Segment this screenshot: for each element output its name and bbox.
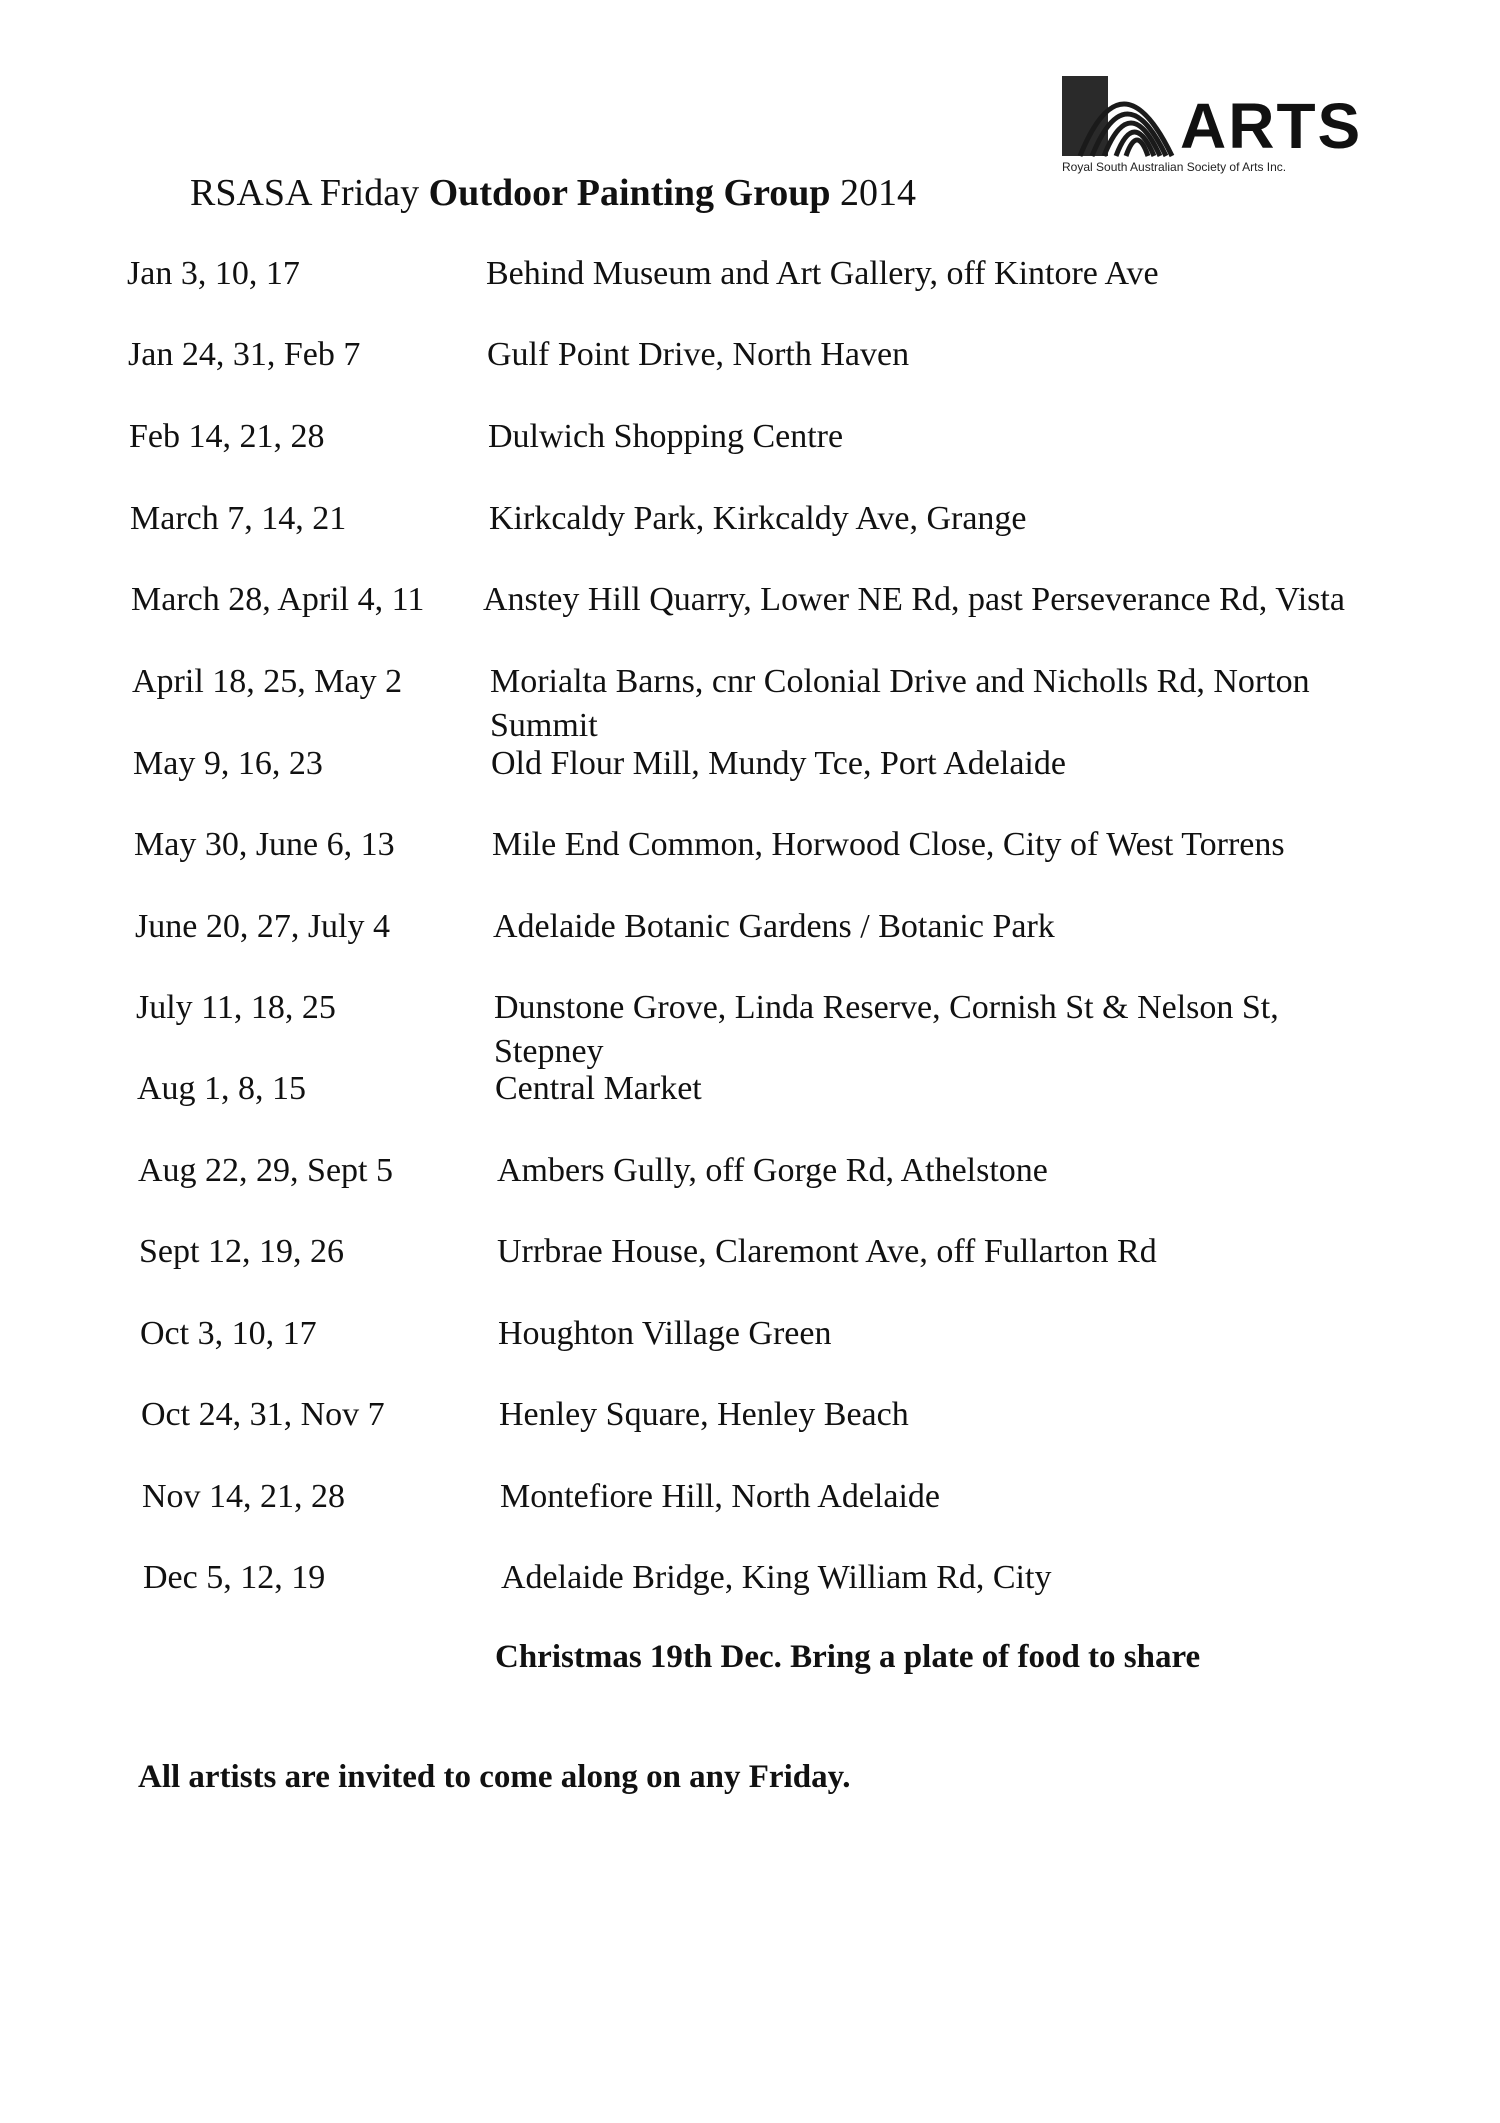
schedule-location: Houghton Village Green — [498, 1315, 832, 1352]
schedule-location: Gulf Point Drive, North Haven — [487, 336, 910, 373]
schedule-dates: Sept 12, 19, 26 — [139, 1233, 344, 1270]
rsasa-logo — [1062, 72, 1363, 190]
schedule-location: Urrbrae House, Claremont Ave, off Fullarton Rd — [497, 1233, 1157, 1270]
schedule-location: Mile End Common, Horwood Close, City of West Torrens — [492, 826, 1285, 863]
schedule-dates: July 11, 18, 25 — [136, 989, 336, 1026]
title-emphasis: Outdoor Painting Group — [428, 172, 831, 214]
schedule-dates: Oct 24, 31, Nov 7 — [141, 1396, 385, 1433]
logo-subtitle: Royal South Australian Society of Arts Inc. — [1062, 160, 1287, 174]
schedule-location: Adelaide Bridge, King William Rd, City — [501, 1559, 1052, 1596]
title-year: 2014 — [840, 172, 917, 214]
page-title — [190, 170, 916, 216]
schedule-location: Montefiore Hill, North Adelaide — [500, 1478, 941, 1515]
invitation-note: All artists are invited to come along on any Friday. — [138, 1759, 851, 1795]
schedule-dates: May 9, 16, 23 — [133, 745, 323, 782]
title-prefix: RSASA Friday — [190, 172, 420, 214]
schedule-dates: Dec 5, 12, 19 — [143, 1559, 326, 1596]
schedule-dates: April 18, 25, May 2 — [132, 663, 403, 700]
schedule-location: Morialta Barns, cnr Colonial Drive and Nicholls Rd, Norton Summit — [490, 663, 1310, 744]
logo-wordmark: ARTS — [1180, 90, 1363, 162]
schedule-location: Behind Museum and Art Gallery, off Kintore Ave — [486, 255, 1159, 292]
schedule-dates: Aug 1, 8, 15 — [137, 1070, 307, 1107]
schedule-dates: Nov 14, 21, 28 — [142, 1478, 346, 1515]
schedule-dates: June 20, 27, July 4 — [135, 908, 390, 945]
schedule-location: Central Market — [495, 1070, 702, 1107]
schedule-dates: March 28, April 4, 11 — [131, 581, 425, 618]
schedule-location: Anstey Hill Quarry, Lower NE Rd, past Perseverance Rd, Vista — [483, 581, 1345, 618]
schedule-location: Adelaide Botanic Gardens / Botanic Park — [493, 908, 1055, 945]
schedule-dates: May 30, June 6, 13 — [134, 826, 395, 863]
schedule-dates: Jan 3, 10, 17 — [127, 255, 300, 292]
schedule-dates: Feb 14, 21, 28 — [129, 418, 325, 455]
schedule-location: Kirkcaldy Park, Kirkcaldy Ave, Grange — [489, 500, 1027, 537]
schedule-location: Ambers Gully, off Gorge Rd, Athelstone — [497, 1152, 1048, 1189]
schedule-dates: Jan 24, 31, Feb 7 — [128, 336, 361, 373]
schedule-location: Dulwich Shopping Centre — [488, 418, 844, 455]
schedule-location: Henley Square, Henley Beach — [499, 1396, 909, 1433]
schedule-location: Old Flour Mill, Mundy Tce, Port Adelaide — [491, 745, 1066, 782]
schedule-location: Dunstone Grove, Linda Reserve, Cornish St & Nelson St, Stepney — [494, 989, 1279, 1070]
arts-arch-logo-icon — [1062, 72, 1182, 158]
christmas-note: Christmas 19th Dec. Bring a plate of food to share — [495, 1639, 1201, 1675]
schedule-dates: Oct 3, 10, 17 — [140, 1315, 317, 1352]
schedule-dates: March 7, 14, 21 — [130, 500, 347, 537]
schedule-dates: Aug 22, 29, Sept 5 — [138, 1152, 393, 1189]
